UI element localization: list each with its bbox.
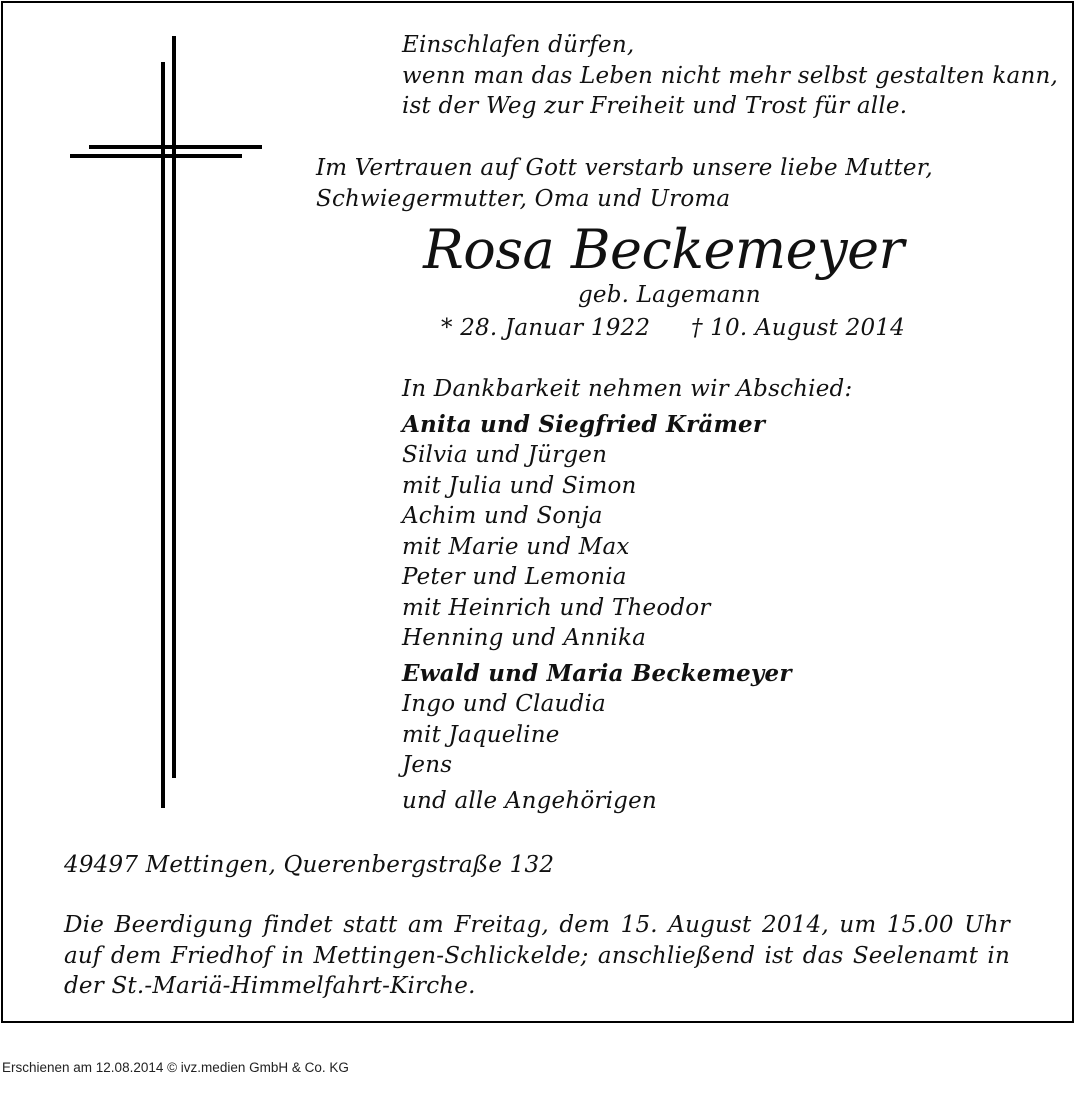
poem-line: Einschlafen dürfen, [402, 32, 635, 58]
address: 49497 Mettingen, Querenbergstraße 132 [64, 852, 555, 878]
cross-horizontal-top [89, 145, 262, 149]
mourner-line: mit Heinrich und Theodor [402, 594, 711, 621]
mourner-line: mit Jaqueline [402, 721, 560, 748]
family-head: Ewald und Maria Beckemeyer [402, 659, 792, 687]
farewell-line: In Dankbarkeit nehmen wir Abschied: [402, 376, 853, 402]
closing-line: und alle Angehörigen [402, 787, 657, 814]
mourner-line: mit Julia und Simon [402, 472, 637, 499]
intro-text: Im Vertrauen auf Gott verstarb unsere liebe Mutter, Schwiegermutter, Oma und Uroma [316, 155, 933, 212]
poem-line: ist der Weg zur Freiheit und Trost für alle. [402, 93, 908, 119]
mourner-line: Achim und Sonja [402, 503, 603, 529]
cross-vertical-left [161, 62, 165, 808]
mourner-line: Jens [402, 752, 453, 778]
mourner-line: Henning und Annika [402, 625, 646, 651]
mourners-list [402, 374, 852, 816]
mourner-line: mit Marie und Max [402, 533, 630, 560]
poem [402, 30, 1058, 122]
publication-footer: Erschienen am 12.08.2014 © ivz.medien GmbH & Co. KG [2, 1060, 349, 1075]
birth-date: * 28. Januar 1922 [441, 315, 651, 341]
mourner-line: Peter und Lemonia [402, 564, 627, 590]
mourner-line: Silvia und Jürgen [402, 442, 608, 468]
family-head: Anita und Siegfried Krämer [402, 410, 766, 438]
deceased-name: Rosa Beckemeyer [423, 218, 904, 281]
poem-line: wenn man das Leben nicht mehr selbst gestalten kann, [402, 62, 1058, 89]
funeral-info: Die Beerdigung findet statt am Freitag, dem 15. August 2014, um 15.00 Uhr auf dem Friedhof in Mettingen-Schlickelde; anschließend ist das Seelenamt in der St.-Mariä-Himmelfahrt-Kirche. [64, 912, 1010, 999]
maiden-name: geb. Lagemann [578, 282, 761, 308]
death-date: † 10. August 2014 [691, 315, 905, 341]
cross-horizontal-bottom [70, 154, 242, 158]
mourner-line: Ingo und Claudia [402, 691, 606, 717]
